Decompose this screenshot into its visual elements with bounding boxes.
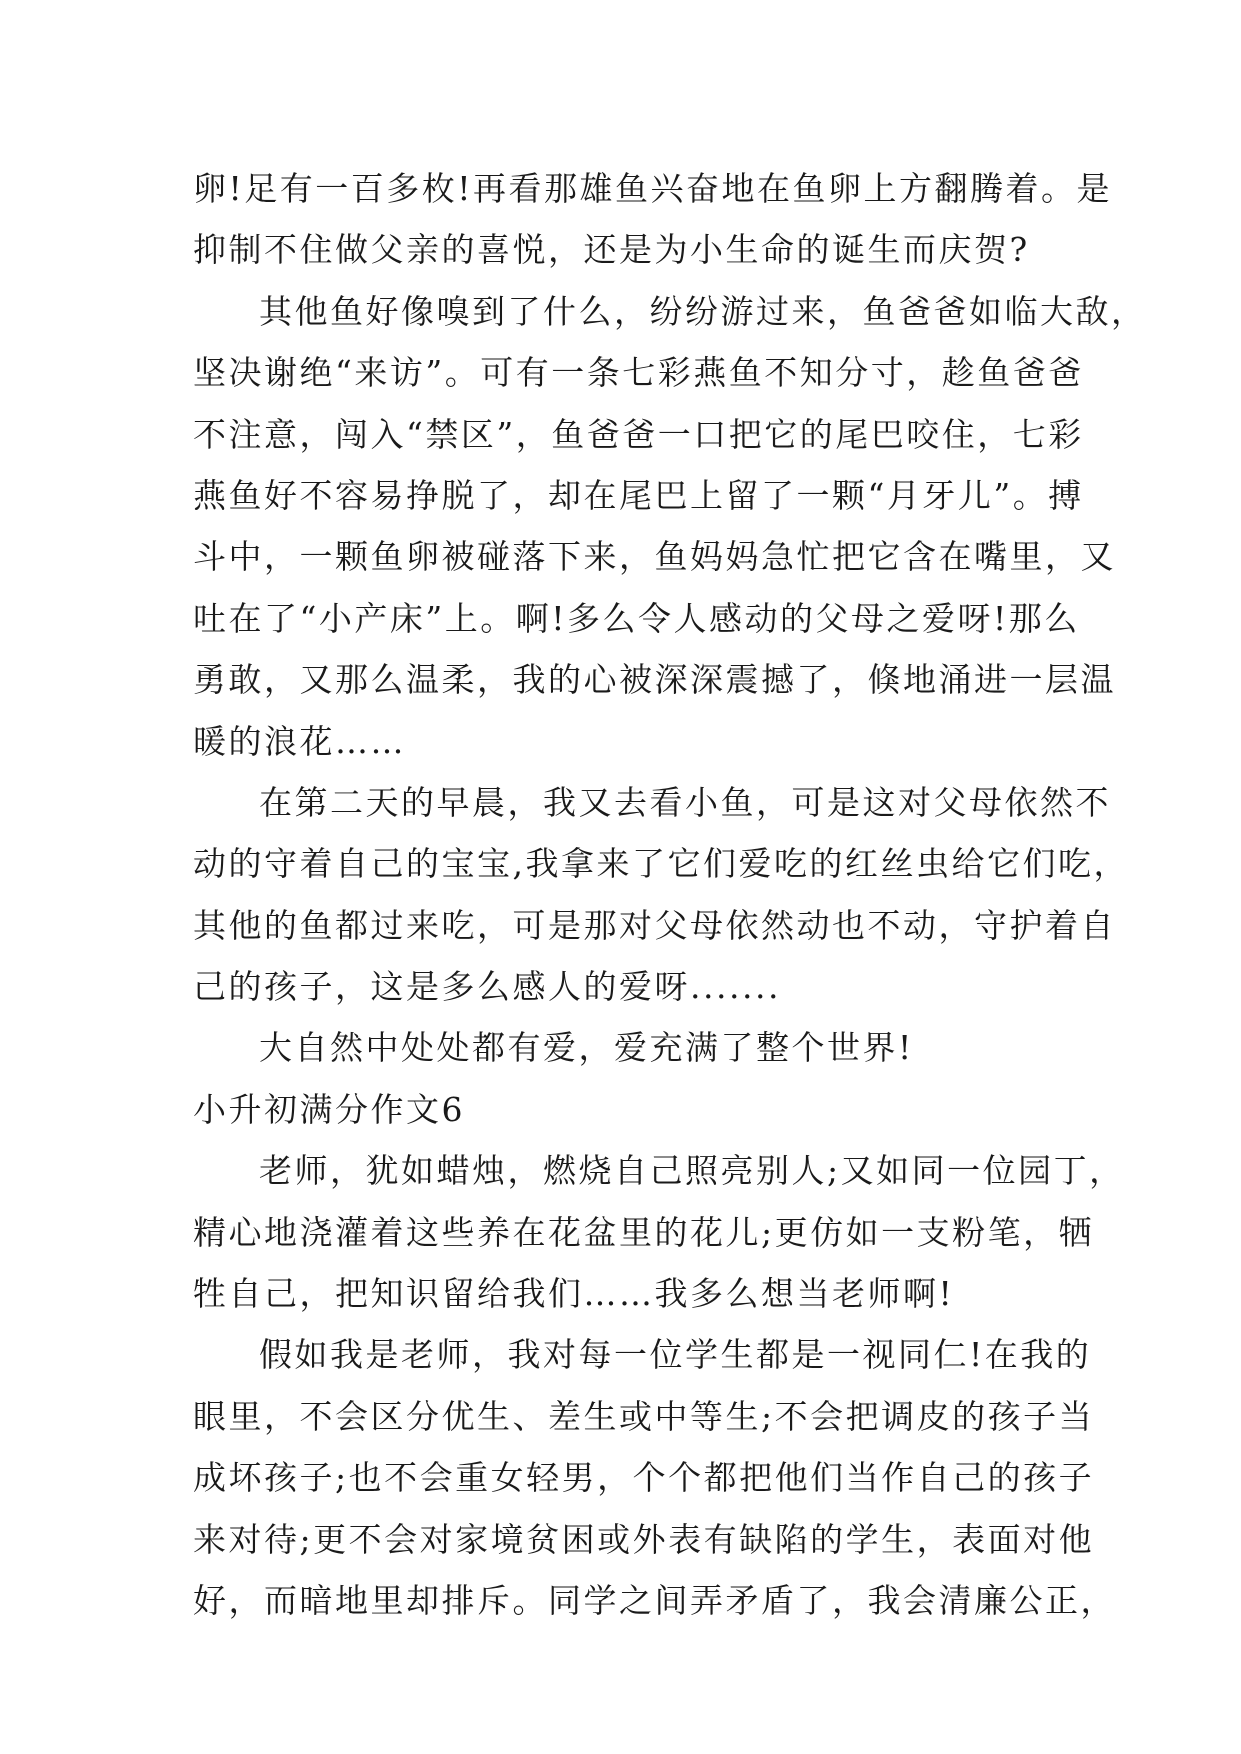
paragraph-start-line: 在第二天的早晨，我又去看小鱼，可是这对父母依然不 — [259, 782, 1111, 822]
text-line: 己的孩子，这是多么感人的爱呀....... — [193, 967, 781, 1007]
text-line: 抑制不住做父亲的喜悦，还是为小生命的诞生而庆贺? — [193, 230, 1030, 270]
text-line: 好，而暗地里却排斥。同学之间弄矛盾了，我会清廉公正， — [193, 1580, 1116, 1620]
text-line: 动的守着自己的宝宝,我拿来了它们爱吃的红丝虫给它们吃， — [193, 844, 1129, 884]
paragraph-start-line: 大自然中处处都有爱，爱充满了整个世界! — [259, 1028, 914, 1068]
text-line: 燕鱼好不容易挣脱了，却在尾巴上留了一颗“月牙儿”。搏 — [193, 475, 1084, 515]
text-line: 坚决谢绝“来访”。可有一条七彩燕鱼不知分寸，趁鱼爸爸 — [193, 353, 1084, 393]
paragraph-start-line: 假如我是老师，我对每一位学生都是一视同仁!在我的 — [259, 1335, 1092, 1375]
paragraph-start-line: 其他鱼好像嗅到了什么，纷纷游过来，鱼爸爸如临大敌， — [259, 291, 1147, 331]
text-line: 暖的浪花…… — [193, 721, 406, 761]
text-line: 勇敢，又那么温柔，我的心被深深震撼了，倏地涌进一层温 — [193, 660, 1116, 700]
paragraph-start-line: 老师，犹如蜡烛，燃烧自己照亮别人;又如同一位园丁， — [259, 1151, 1125, 1191]
text-line: 卵!足有一百多枚!再看那雄鱼兴奋地在鱼卵上方翻腾着。是 — [193, 169, 1113, 208]
text-line: 吐在了“小产床”上。啊!多么令人感动的父母之爱呀!那么 — [193, 598, 1080, 638]
text-line: 眼里，不会区分优生、差生或中等生;不会把调皮的孩子当 — [193, 1396, 1095, 1436]
text-line: 成坏孩子;也不会重女轻男，个个都把他们当作自己的孩子 — [193, 1458, 1095, 1498]
text-line: 不注意，闯入“禁区”，鱼爸爸一口把它的尾巴咬住，七彩 — [193, 414, 1084, 454]
text-line: 牲自己，把知识留给我们……我多么想当老师啊! — [193, 1274, 955, 1314]
document-body — [193, 158, 1147, 1631]
text-line: 其他的鱼都过来吃，可是那对父母依然动也不动，守护着自 — [193, 905, 1116, 945]
text-line: 斗中，一颗鱼卵被碰落下来，鱼妈妈急忙把它含在嘴里，又 — [193, 537, 1116, 577]
text-line: 来对待;更不会对家境贫困或外表有缺陷的学生，表面对他 — [193, 1519, 1095, 1559]
section-heading: 小升初满分作文6 — [193, 1089, 465, 1129]
text-line: 精心地浇灌着这些养在花盆里的花儿;更仿如一支粉笔，牺 — [193, 1212, 1095, 1252]
